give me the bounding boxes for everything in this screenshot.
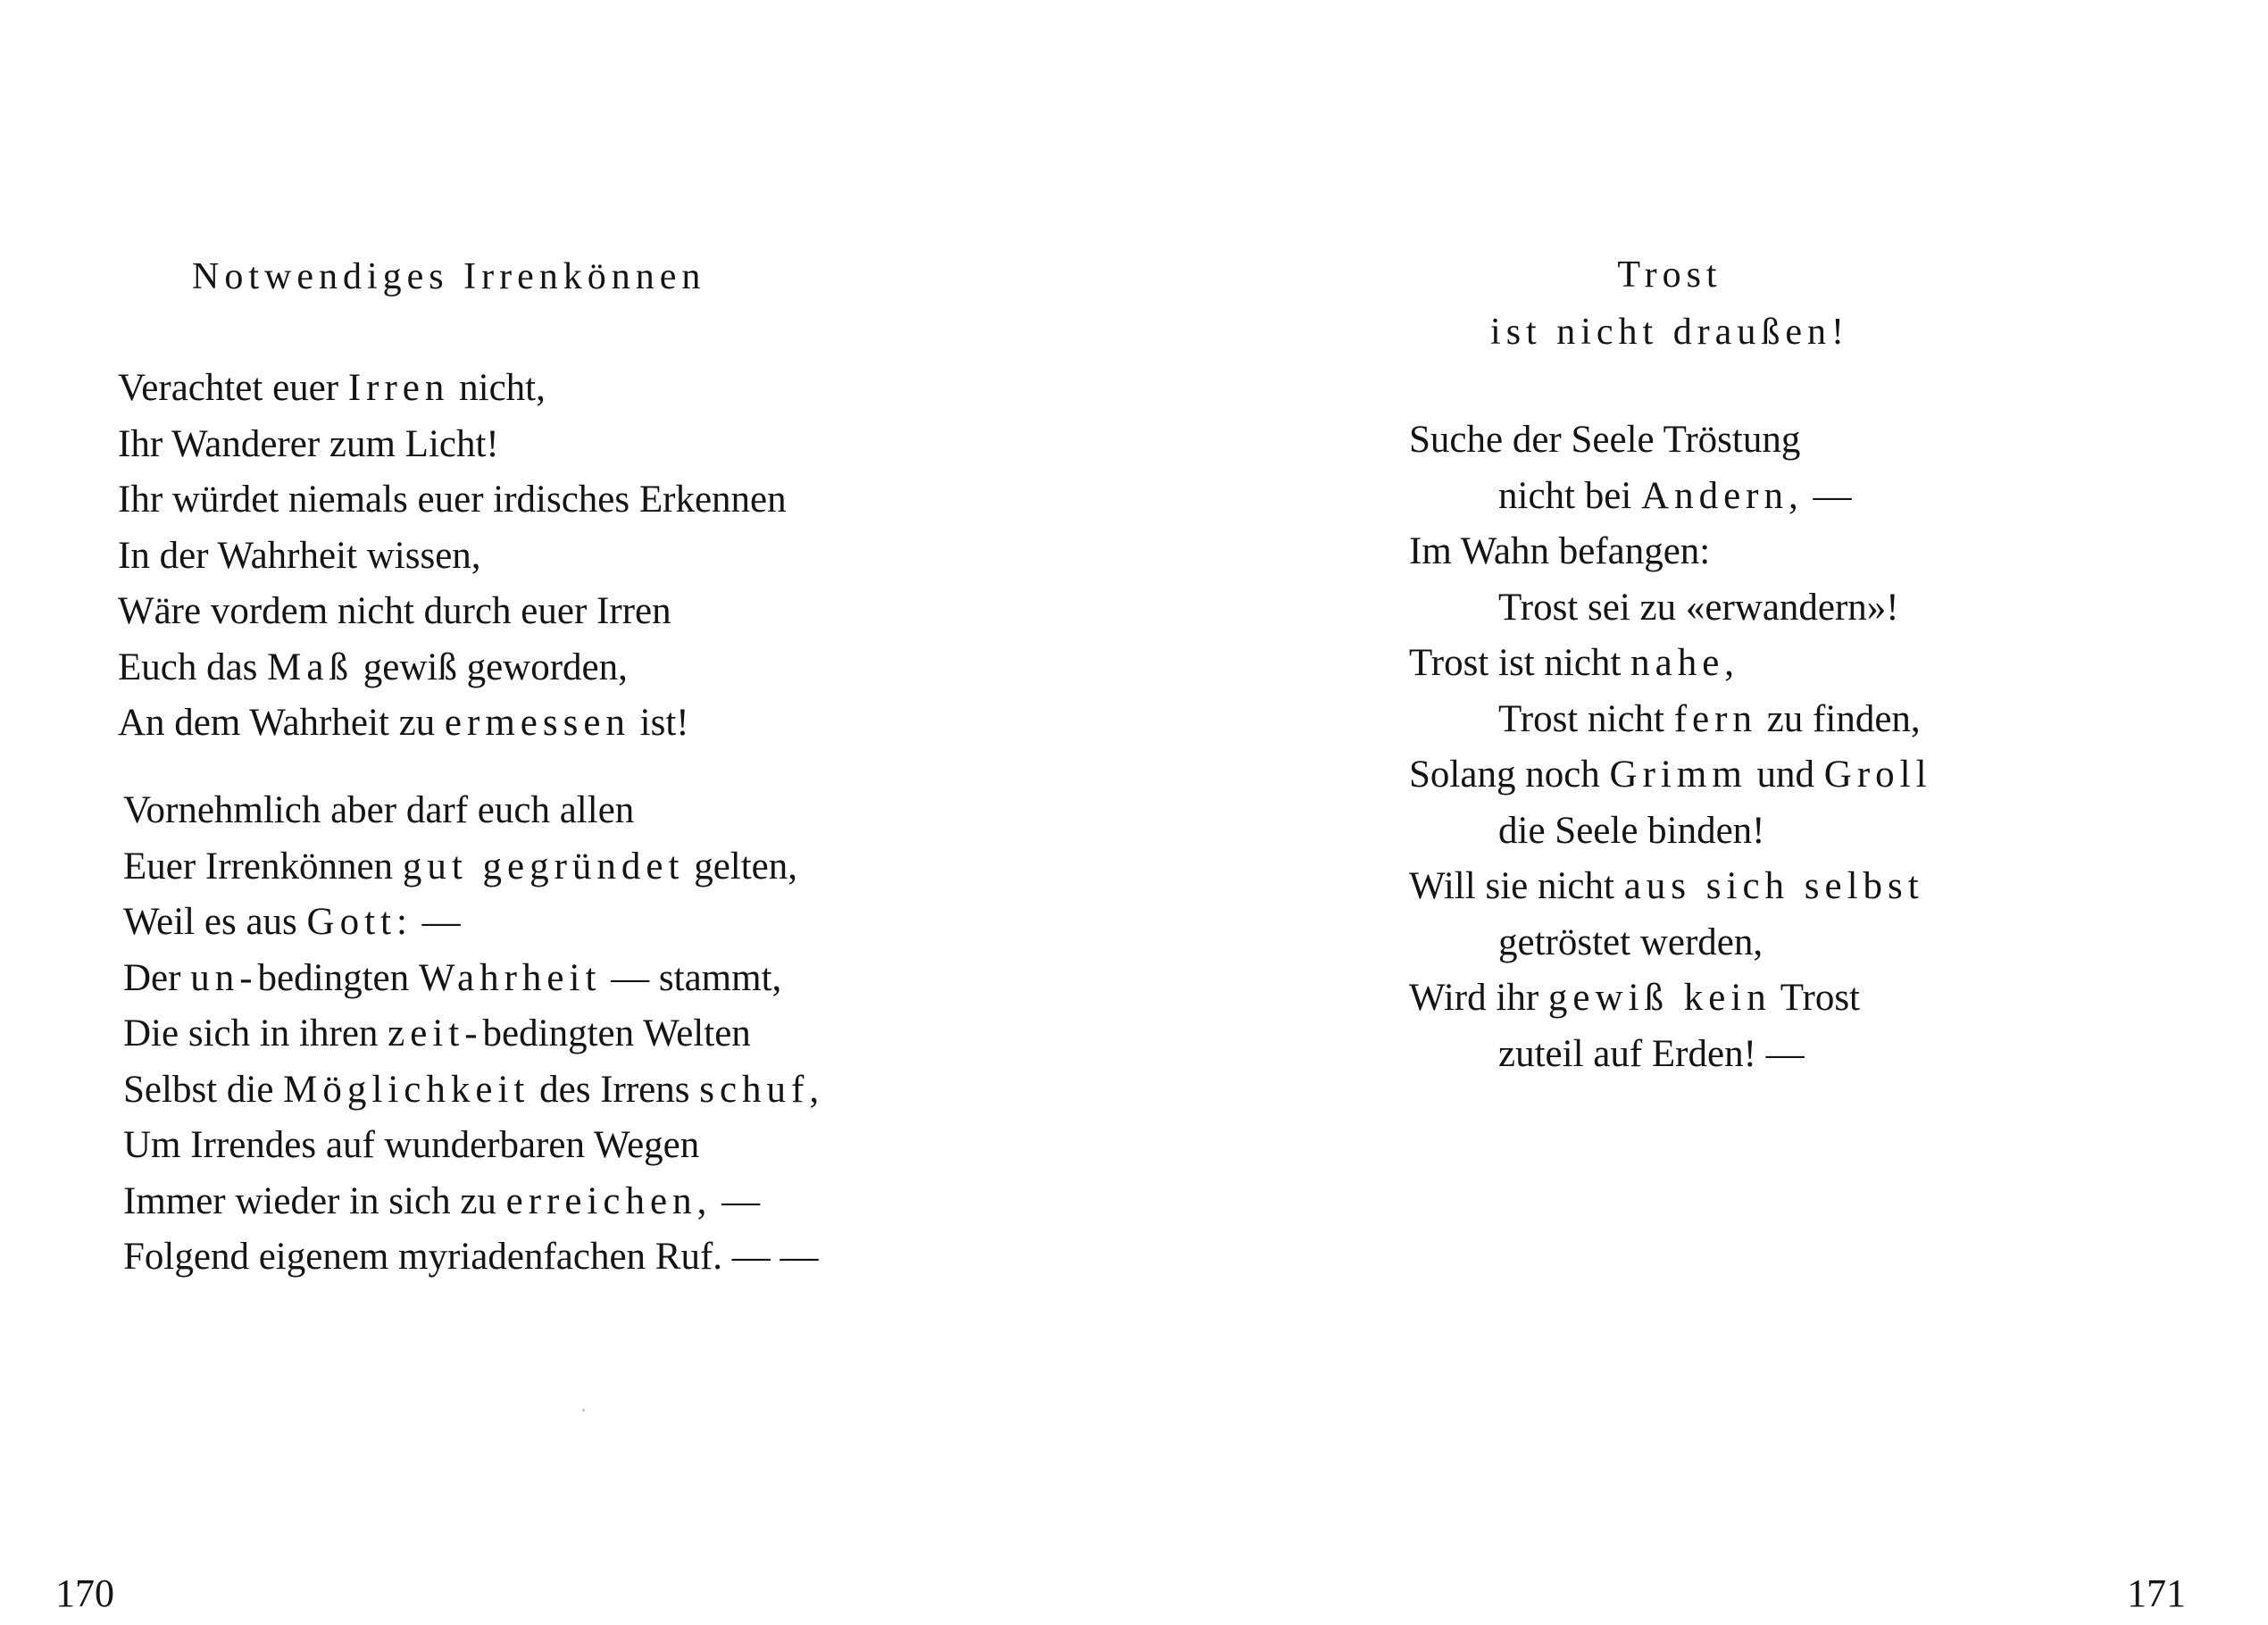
spaced-emphasis: un- xyxy=(190,956,258,999)
poem-line: Die sich in ihren zeit-bedingten Welten xyxy=(123,1012,751,1054)
poem-line: Weil es aus Gott: — xyxy=(123,901,461,943)
spaced-emphasis: erreichen, xyxy=(505,1179,713,1222)
poem-line: nicht bei Andern, — xyxy=(1498,474,1852,517)
spaced-emphasis: ermessen xyxy=(444,702,630,744)
poem-line: Folgend eigenem myriadenfachen Ruf. — — xyxy=(123,1236,819,1278)
poem-title-left: Notwendiges Irrenkönnen xyxy=(192,256,706,297)
stanza-3 xyxy=(1409,412,1932,1082)
stanza-2 xyxy=(123,783,824,1286)
spaced-emphasis: zeit- xyxy=(388,1012,483,1054)
poem-line: zuteil auf Erden! — xyxy=(1498,1032,1805,1075)
poem-line: In der Wahrheit wissen, xyxy=(118,534,481,577)
stanza-1 xyxy=(118,361,787,752)
poem-line: Trost sei zu «erwandern»! xyxy=(1498,586,1899,629)
poem-line: Trost ist nicht nahe, xyxy=(1409,642,1740,684)
poem-title-line-1: Trost xyxy=(1617,254,1722,296)
spaced-emphasis: gut gegründet xyxy=(402,845,685,888)
spaced-emphasis: Maß xyxy=(267,646,354,688)
right-page xyxy=(1134,0,2268,1625)
poem-line: Euch das Maß gewiß geworden, xyxy=(118,646,628,688)
spaced-emphasis: Groll xyxy=(1823,754,1932,796)
poem-title-right xyxy=(1402,246,1938,361)
spaced-emphasis: aus sich selbst xyxy=(1623,865,1924,907)
poem-line: Im Wahn befangen: xyxy=(1409,530,1711,572)
spaced-emphasis: Gott: xyxy=(306,901,413,943)
spaced-emphasis: fern xyxy=(1673,697,1757,740)
poem-line: Euer Irrenkönnen gut gegründet gelten, xyxy=(123,845,798,888)
poem-line: Wird ihr gewiß kein Trost xyxy=(1409,977,1861,1019)
poem-line: Selbst die Möglichkeit des Irrens schuf, xyxy=(123,1068,825,1111)
poem-line: Solang noch Grimm und Groll xyxy=(1409,754,1932,796)
page-number-left: 170 xyxy=(55,1571,114,1615)
poem-title-line-2: ist nicht draußen! xyxy=(1490,312,1849,353)
spaced-emphasis: Andern, xyxy=(1641,474,1804,517)
poem-line: Trost nicht fern zu finden, xyxy=(1498,697,1921,740)
poem-line: Immer wieder in sich zu erreichen, — xyxy=(123,1179,761,1222)
page-number-right: 171 xyxy=(2127,1571,2186,1615)
spaced-emphasis: schuf, xyxy=(699,1068,825,1111)
spaced-emphasis: Möglichkeit xyxy=(283,1068,530,1111)
poem-line: die Seele binden! xyxy=(1498,809,1765,852)
poem-line: Um Irrendes auf wunderbaren Wegen xyxy=(123,1124,700,1166)
poem-line: Will sie nicht aus sich selbst xyxy=(1409,865,1924,907)
spaced-emphasis: Grimm xyxy=(1609,754,1747,796)
print-speck xyxy=(582,1409,585,1412)
poem-line: Vornehmlich aber darf euch allen xyxy=(123,789,635,831)
poem-line: Ihr würdet niemals euer irdisches Erkennen xyxy=(118,479,787,521)
poem-line: Der un-bedingten Wahrheit — stammt, xyxy=(123,956,782,999)
poem-line: An dem Wahrheit zu ermessen ist! xyxy=(118,702,689,744)
spaced-emphasis: Irren xyxy=(347,367,450,409)
poem-line: Wäre vordem nicht durch euer Irren xyxy=(118,590,671,632)
poem-line: Verachtet euer Irren nicht, xyxy=(118,367,546,409)
spaced-emphasis: nahe, xyxy=(1630,642,1740,684)
spaced-emphasis: Wahrheit xyxy=(418,956,602,999)
poem-line: getröstet werden, xyxy=(1498,921,1764,963)
poem-line: Ihr Wanderer zum Licht! xyxy=(118,422,499,465)
poem-line: Suche der Seele Tröstung xyxy=(1409,419,1801,461)
spaced-emphasis: gewiß kein xyxy=(1547,977,1772,1019)
